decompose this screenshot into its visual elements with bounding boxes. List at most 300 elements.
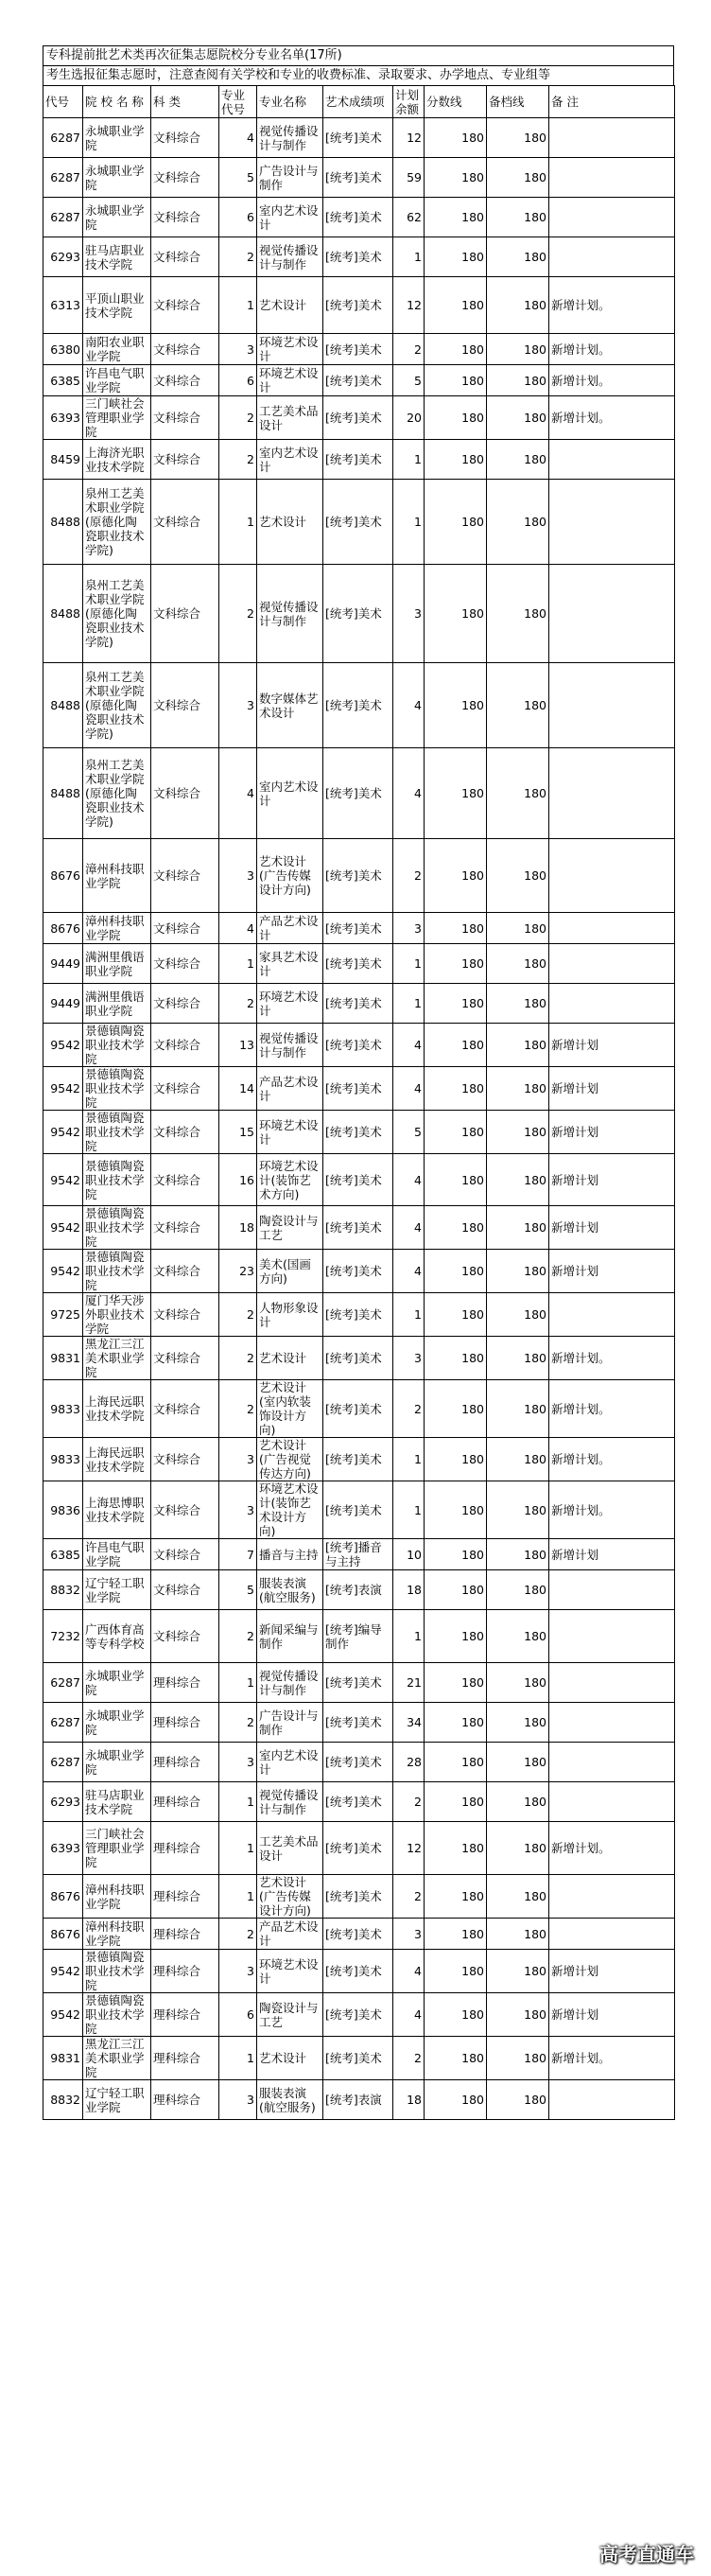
cell-code: 9542 [43,1154,83,1206]
cell-art-item: [统考]美术 [323,1993,393,2037]
cell-plan: 28 [393,1743,425,1782]
cell-score: 180 [425,1024,487,1067]
cell-major: 产品艺术设计 [257,1919,323,1950]
cell-note [549,1875,675,1919]
cell-backup-score: 180 [487,1950,549,1993]
col-header: 备 注 [549,86,675,118]
cell-note [549,1782,675,1822]
cell-plan: 1 [393,1293,425,1337]
cell-score: 180 [425,1919,487,1950]
cell-note [549,1293,675,1337]
cell-art-item: [统考]美术 [323,748,393,839]
table-row [43,1782,675,1822]
cell-school: 许昌电气职业学院 [83,365,151,396]
cell-code: 9449 [43,984,83,1024]
cell-art-item: [统考]美术 [323,440,393,480]
cell-major: 视觉传播设计与制作 [257,1663,323,1703]
cell-score: 180 [425,118,487,158]
cell-art-item: [统考]美术 [323,944,393,984]
cell-major-code: 1 [219,1782,257,1822]
cell-art-item: [统考]美术 [323,1703,393,1743]
cell-backup-score: 180 [487,237,549,277]
cell-category: 文科综合 [151,663,219,748]
table-row [43,1539,675,1570]
cell-major-code: 1 [219,1822,257,1875]
cell-category: 理科综合 [151,1703,219,1743]
cell-major-code: 5 [219,1570,257,1610]
cell-plan: 21 [393,1663,425,1703]
cell-code: 6287 [43,158,83,198]
cell-category: 文科综合 [151,396,219,440]
cell-major-code: 5 [219,158,257,198]
cell-art-item: [统考]美术 [323,480,393,565]
cell-art-item: [统考]美术 [323,1481,393,1539]
cell-school: 永城职业学院 [83,158,151,198]
cell-major: 艺术设计(广告传媒设计方向) [257,839,323,913]
cell-code: 9542 [43,1993,83,2037]
cell-plan: 2 [393,2037,425,2080]
cell-note [549,118,675,158]
cell-major: 环境艺术设计(装饰艺术设计方向) [257,1481,323,1539]
cell-major: 艺术设计 [257,277,323,334]
cell-plan: 1 [393,1610,425,1663]
cell-code: 6385 [43,365,83,396]
cell-score: 180 [425,237,487,277]
cell-art-item: [统考]美术 [323,1438,393,1481]
cell-school: 景德镇陶瓷职业技术学院 [83,1950,151,1993]
cell-major-code: 2 [219,984,257,1024]
cell-major: 新闻采编与制作 [257,1610,323,1663]
cell-major-code: 2 [219,1337,257,1380]
cell-note: 新增计划。 [549,334,675,365]
cell-plan: 59 [393,158,425,198]
cell-art-item: [统考]美术 [323,913,393,944]
cell-score: 180 [425,565,487,663]
cell-score: 180 [425,1154,487,1206]
cell-major-code: 23 [219,1250,257,1293]
cell-plan: 5 [393,1111,425,1154]
cell-backup-score: 180 [487,1539,549,1570]
cell-art-item: [统考]美术 [323,1293,393,1337]
cell-category: 理科综合 [151,2037,219,2080]
cell-art-item: [统考]美术 [323,158,393,198]
cell-category: 文科综合 [151,1024,219,1067]
cell-code: 6287 [43,1663,83,1703]
cell-category: 文科综合 [151,1067,219,1111]
cell-plan: 3 [393,913,425,944]
cell-score: 180 [425,334,487,365]
cell-note: 新增计划 [549,1067,675,1111]
cell-category: 文科综合 [151,1610,219,1663]
cell-note: 新增计划。 [549,365,675,396]
table-row [43,396,675,440]
cell-plan: 4 [393,1067,425,1111]
cell-code: 9542 [43,1250,83,1293]
cell-note: 新增计划。 [549,1380,675,1438]
cell-score: 180 [425,1380,487,1438]
cell-school: 漳州科技职业学院 [83,913,151,944]
cell-major: 室内艺术设计 [257,748,323,839]
col-header: 专业代号 [219,86,257,118]
cell-backup-score: 180 [487,198,549,237]
cell-category: 文科综合 [151,1570,219,1610]
cell-school: 上海民远职业技术学院 [83,1438,151,1481]
cell-school: 三门峡社会管理职业学院 [83,396,151,440]
cell-score: 180 [425,1067,487,1111]
cell-major-code: 1 [219,2037,257,2080]
cell-score: 180 [425,1782,487,1822]
cell-school: 满洲里俄语职业学院 [83,984,151,1024]
cell-backup-score: 180 [487,663,549,748]
cell-category: 理科综合 [151,1782,219,1822]
cell-note [549,1663,675,1703]
cell-art-item: [统考]美术 [323,1743,393,1782]
cell-major-code: 2 [219,565,257,663]
cell-backup-score: 180 [487,1663,549,1703]
cell-school: 景德镇陶瓷职业技术学院 [83,1154,151,1206]
table-row [43,748,675,839]
table-row [43,565,675,663]
cell-category: 文科综合 [151,1293,219,1337]
cell-code: 9542 [43,1950,83,1993]
cell-major: 产品艺术设计 [257,1067,323,1111]
cell-backup-score: 180 [487,2080,549,2120]
cell-art-item: [统考]美术 [323,1380,393,1438]
cell-category: 文科综合 [151,158,219,198]
cell-code: 6287 [43,1703,83,1743]
table-row [43,1067,675,1111]
cell-major: 环境艺术设计 [257,984,323,1024]
cell-category: 文科综合 [151,748,219,839]
table-row [43,913,675,944]
cell-score: 180 [425,913,487,944]
cell-major-code: 13 [219,1024,257,1067]
cell-backup-score: 180 [487,118,549,158]
table-row [43,2080,675,2120]
table-row [43,1703,675,1743]
cell-score: 180 [425,1250,487,1293]
cell-school: 驻马店职业技术学院 [83,237,151,277]
cell-major: 视觉传播设计与制作 [257,1024,323,1067]
cell-major-code: 3 [219,334,257,365]
watermark: 高考直通车 [599,2543,694,2566]
cell-note [549,944,675,984]
cell-major-code: 6 [219,365,257,396]
cell-score: 180 [425,365,487,396]
col-header: 科 类 [151,86,219,118]
cell-code: 8459 [43,440,83,480]
cell-plan: 4 [393,748,425,839]
table-row [43,1570,675,1610]
cell-school: 平顶山职业技术学院 [83,277,151,334]
table-row [43,1950,675,1993]
cell-plan: 1 [393,984,425,1024]
cell-category: 文科综合 [151,277,219,334]
cell-note [549,839,675,913]
cell-backup-score: 180 [487,1438,549,1481]
cell-code: 9831 [43,1337,83,1380]
cell-major: 环境艺术设计 [257,365,323,396]
table-row [43,944,675,984]
cell-note [549,565,675,663]
cell-category: 文科综合 [151,118,219,158]
cell-category: 文科综合 [151,1111,219,1154]
cell-plan: 62 [393,198,425,237]
cell-category: 理科综合 [151,1875,219,1919]
cell-major: 室内艺术设计 [257,440,323,480]
cell-code: 6287 [43,198,83,237]
cell-major-code: 2 [219,440,257,480]
cell-major: 数字媒体艺术设计 [257,663,323,748]
cell-backup-score: 180 [487,334,549,365]
cell-code: 6293 [43,1782,83,1822]
cell-backup-score: 180 [487,1782,549,1822]
cell-major-code: 2 [219,237,257,277]
cell-school: 景德镇陶瓷职业技术学院 [83,1111,151,1154]
cell-score: 180 [425,2080,487,2120]
cell-major: 环境艺术设计 [257,334,323,365]
cell-category: 文科综合 [151,334,219,365]
cell-major-code: 14 [219,1067,257,1111]
table-row [43,1919,675,1950]
table-row [43,480,675,565]
cell-school: 南阳农业职业学院 [83,334,151,365]
cell-code: 9833 [43,1438,83,1481]
cell-score: 180 [425,1206,487,1250]
table-row [43,1875,675,1919]
cell-plan: 12 [393,1822,425,1875]
cell-art-item: [统考]编导制作 [323,1610,393,1663]
cell-code: 8488 [43,565,83,663]
table-row [43,1663,675,1703]
cell-art-item: [统考]美术 [323,1067,393,1111]
cell-plan: 12 [393,118,425,158]
cell-category: 理科综合 [151,1822,219,1875]
cell-category: 理科综合 [151,1663,219,1703]
cell-code: 6380 [43,334,83,365]
cell-category: 文科综合 [151,365,219,396]
table-row [43,1293,675,1337]
cell-art-item: [统考]美术 [323,1875,393,1919]
cell-school: 泉州工艺美术职业学院(原德化陶瓷职业技术学院) [83,480,151,565]
table-row [43,1111,675,1154]
cell-major-code: 3 [219,1950,257,1993]
table-row [43,1610,675,1663]
cell-plan: 18 [393,2080,425,2120]
table-row [43,1380,675,1438]
cell-art-item: [统考]美术 [323,334,393,365]
cell-backup-score: 180 [487,1703,549,1743]
cell-note: 新增计划 [549,1154,675,1206]
sheet-notice: 考生选报征集志愿时，注意查阅有关学校和专业的收费标准、录取要求、办学地点、专业组等 [43,65,674,85]
cell-major-code: 4 [219,748,257,839]
cell-school: 永城职业学院 [83,1663,151,1703]
cell-note [549,198,675,237]
cell-school: 漳州科技职业学院 [83,1875,151,1919]
cell-score: 180 [425,1293,487,1337]
cell-note: 新增计划。 [549,1481,675,1539]
cell-code: 8832 [43,2080,83,2120]
cell-backup-score: 180 [487,480,549,565]
col-header: 代号 [43,86,83,118]
cell-category: 理科综合 [151,1919,219,1950]
cell-art-item: [统考]美术 [323,839,393,913]
cell-school: 漳州科技职业学院 [83,1919,151,1950]
cell-major-code: 6 [219,1993,257,2037]
cell-note [549,663,675,748]
cell-plan: 5 [393,365,425,396]
cell-art-item: [统考]美术 [323,1250,393,1293]
cell-school: 许昌电气职业学院 [83,1539,151,1570]
cell-category: 理科综合 [151,1950,219,1993]
cell-major: 艺术设计 [257,480,323,565]
cell-note: 新增计划 [549,1539,675,1570]
cell-note: 新增计划。 [549,396,675,440]
cell-plan: 4 [393,1250,425,1293]
cell-art-item: [统考]美术 [323,984,393,1024]
cell-major-code: 2 [219,1610,257,1663]
cell-school: 黑龙江三江美术职业学院 [83,2037,151,2080]
col-header: 专业名称 [257,86,323,118]
cell-backup-score: 180 [487,1822,549,1875]
cell-art-item: [统考]美术 [323,118,393,158]
cell-code: 6385 [43,1539,83,1570]
cell-code: 8676 [43,839,83,913]
cell-major: 广告设计与制作 [257,1703,323,1743]
cell-code: 6393 [43,1822,83,1875]
cell-major-code: 3 [219,663,257,748]
cell-plan: 2 [393,1380,425,1438]
cell-school: 满洲里俄语职业学院 [83,944,151,984]
table-row [43,237,675,277]
cell-art-item: [统考]美术 [323,1919,393,1950]
cell-note [549,440,675,480]
cell-major-code: 3 [219,1481,257,1539]
cell-plan: 1 [393,237,425,277]
cell-major-code: 18 [219,1206,257,1250]
cell-major: 工艺美术品设计 [257,1822,323,1875]
cell-major-code: 2 [219,1919,257,1950]
cell-art-item: [统考]美术 [323,663,393,748]
cell-school: 永城职业学院 [83,198,151,237]
cell-note [549,1610,675,1663]
cell-score: 180 [425,158,487,198]
cell-major: 视觉传播设计与制作 [257,1782,323,1822]
cell-score: 180 [425,277,487,334]
cell-major-code: 1 [219,944,257,984]
cell-art-item: [统考]美术 [323,198,393,237]
cell-score: 180 [425,1663,487,1703]
cell-backup-score: 180 [487,1024,549,1067]
cell-plan: 4 [393,1950,425,1993]
cell-major: 人物形象设计 [257,1293,323,1337]
cell-score: 180 [425,1703,487,1743]
cell-art-item: [统考]美术 [323,1024,393,1067]
cell-art-item: [统考]美术 [323,2037,393,2080]
cell-art-item: [统考]美术 [323,565,393,663]
cell-plan: 10 [393,1539,425,1570]
cell-category: 理科综合 [151,2080,219,2120]
cell-score: 180 [425,198,487,237]
cell-school: 上海济光职业技术学院 [83,440,151,480]
cell-code: 8488 [43,480,83,565]
table-row [43,1822,675,1875]
cell-category: 文科综合 [151,198,219,237]
cell-major-code: 3 [219,839,257,913]
cell-major: 环境艺术设计 [257,1950,323,1993]
cell-backup-score: 180 [487,1380,549,1438]
cell-category: 文科综合 [151,237,219,277]
table-row [43,1154,675,1206]
cell-score: 180 [425,944,487,984]
cell-backup-score: 180 [487,1875,549,1919]
cell-plan: 4 [393,1024,425,1067]
cell-major: 服装表演(航空服务) [257,1570,323,1610]
cell-major-code: 1 [219,1663,257,1703]
cell-school: 广西体育高等专科学校 [83,1610,151,1663]
cell-note [549,480,675,565]
cell-note: 新增计划 [549,1111,675,1154]
cell-major-code: 3 [219,1438,257,1481]
cell-backup-score: 180 [487,1250,549,1293]
cell-backup-score: 180 [487,440,549,480]
table-row [43,839,675,913]
cell-score: 180 [425,1875,487,1919]
cell-category: 文科综合 [151,839,219,913]
cell-school: 上海民远职业技术学院 [83,1380,151,1438]
cell-score: 180 [425,748,487,839]
cell-major-code: 4 [219,913,257,944]
cell-plan: 2 [393,839,425,913]
cell-score: 180 [425,663,487,748]
cell-art-item: [统考]美术 [323,365,393,396]
admission-sheet [43,45,674,2120]
cell-code: 8676 [43,1875,83,1919]
cell-school: 永城职业学院 [83,1703,151,1743]
cell-code: 6287 [43,118,83,158]
table-row [43,198,675,237]
table-row [43,158,675,198]
cell-code: 6287 [43,1743,83,1782]
cell-note: 新增计划。 [549,277,675,334]
cell-major: 室内艺术设计 [257,198,323,237]
cell-plan: 18 [393,1570,425,1610]
cell-note: 新增计划 [549,1950,675,1993]
cell-major: 艺术设计 [257,1337,323,1380]
cell-plan: 3 [393,565,425,663]
cell-major: 陶瓷设计与工艺 [257,1993,323,2037]
table-body [43,118,675,2120]
table-row [43,1481,675,1539]
cell-category: 文科综合 [151,984,219,1024]
cell-school: 驻马店职业技术学院 [83,1782,151,1822]
cell-backup-score: 180 [487,1993,549,2037]
cell-note: 新增计划 [549,1993,675,2037]
cell-note [549,158,675,198]
cell-major: 工艺美术品设计 [257,396,323,440]
cell-school: 景德镇陶瓷职业技术学院 [83,1024,151,1067]
cell-code: 9831 [43,2037,83,2080]
cell-backup-score: 180 [487,1610,549,1663]
cell-code: 9725 [43,1293,83,1337]
cell-code: 8832 [43,1570,83,1610]
table-row [43,2037,675,2080]
cell-score: 180 [425,1822,487,1875]
cell-note: 新增计划 [549,1250,675,1293]
cell-school: 泉州工艺美术职业学院(原德化陶瓷职业技术学院) [83,565,151,663]
sheet-title: 专科提前批艺术类再次征集志愿院校分专业名单(17所) [43,45,674,65]
cell-plan: 1 [393,1438,425,1481]
